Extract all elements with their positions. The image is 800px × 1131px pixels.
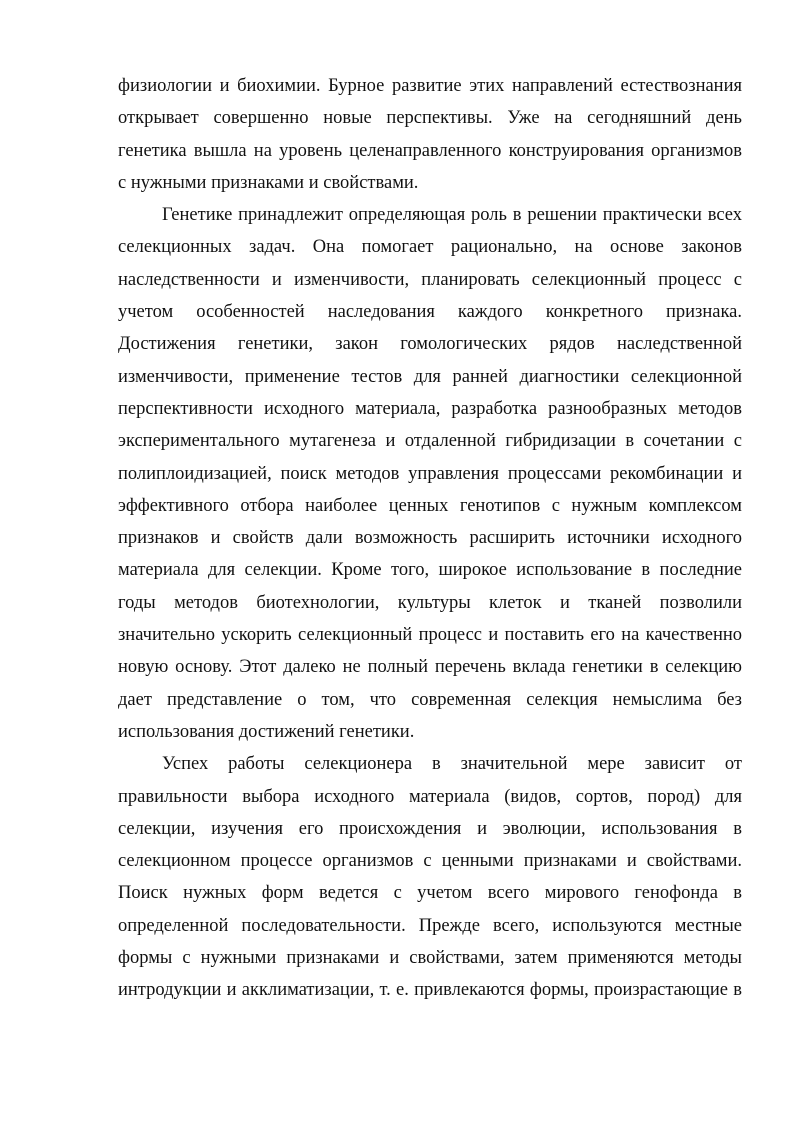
text-line: признаков и свойств дали возможность расширить источники исходного bbox=[118, 528, 742, 549]
text-line: учетом особенностей наследования каждого конкретного признака. bbox=[118, 302, 742, 323]
paragraph bbox=[118, 748, 742, 1006]
text-line: селекционных задач. Она помогает рационально, на основе законов bbox=[118, 237, 742, 258]
text-line: наследственности и изменчивости, планировать селекционный процесс с bbox=[118, 269, 742, 290]
text-line: годы методов биотехнологии, культуры клеток и тканей позволили bbox=[118, 592, 742, 613]
paragraph bbox=[118, 70, 742, 199]
text-line: селекционном процессе организмов с ценными признаками и свойствами. bbox=[118, 851, 742, 872]
paragraph bbox=[118, 199, 742, 748]
text-line: формы с нужными признаками и свойствами, затем применяются методы bbox=[118, 948, 742, 969]
text-line: открывает совершенно новые перспективы. Уже на сегодняшний день bbox=[118, 108, 742, 129]
text-line: эффективного отбора наиболее ценных генотипов с нужным комплексом bbox=[118, 495, 742, 516]
text-line: материала для селекции. Кроме того, широкое использование в последние bbox=[118, 560, 742, 581]
text-line: новую основу. Этот далеко не полный перечень вклада генетики в селекцию bbox=[118, 657, 742, 678]
body-text bbox=[118, 70, 742, 1007]
text-line: перспективности исходного материала, разработка разнообразных методов bbox=[118, 398, 742, 419]
text-line: изменчивости, применение тестов для ранней диагностики селекционной bbox=[118, 366, 742, 387]
text-line: экспериментального мутагенеза и отдаленной гибридизации в сочетании с bbox=[118, 431, 742, 452]
text-line: Успех работы селекционера в значительной мере зависит от bbox=[162, 754, 742, 775]
text-line: Достижения генетики, закон гомологических рядов наследственной bbox=[118, 334, 742, 355]
text-line: селекции, изучения его происхождения и эволюции, использования в bbox=[118, 818, 742, 839]
text-line: полиплоидизацией, поиск методов управления процессами рекомбинации и bbox=[118, 463, 742, 484]
text-line: физиологии и биохимии. Бурное развитие этих направлений естествознания bbox=[118, 76, 742, 96]
text-line: с нужными признаками и свойствами. bbox=[118, 172, 419, 193]
text-line: правильности выбора исходного материала (видов, сортов, пород) для bbox=[118, 786, 742, 807]
text-line: Поиск нужных форм ведется с учетом всего мирового генофонда в bbox=[118, 883, 742, 904]
text-line: определенной последовательности. Прежде всего, используются местные bbox=[118, 915, 742, 936]
text-line: использования достижений генетики. bbox=[118, 721, 415, 742]
text-line: интродукции и акклиматизации, т. е. привлекаются формы, произрастающие в bbox=[118, 980, 742, 1001]
text-line: дает представление о том, что современная селекция немыслима без bbox=[118, 689, 742, 710]
text-line: Генетике принадлежит определяющая роль в решении практически всех bbox=[162, 205, 742, 226]
text-line: генетика вышла на уровень целенаправленного конструирования организмов bbox=[118, 140, 742, 161]
text-line: значительно ускорить селекционный процесс и поставить его на качественно bbox=[118, 625, 742, 646]
